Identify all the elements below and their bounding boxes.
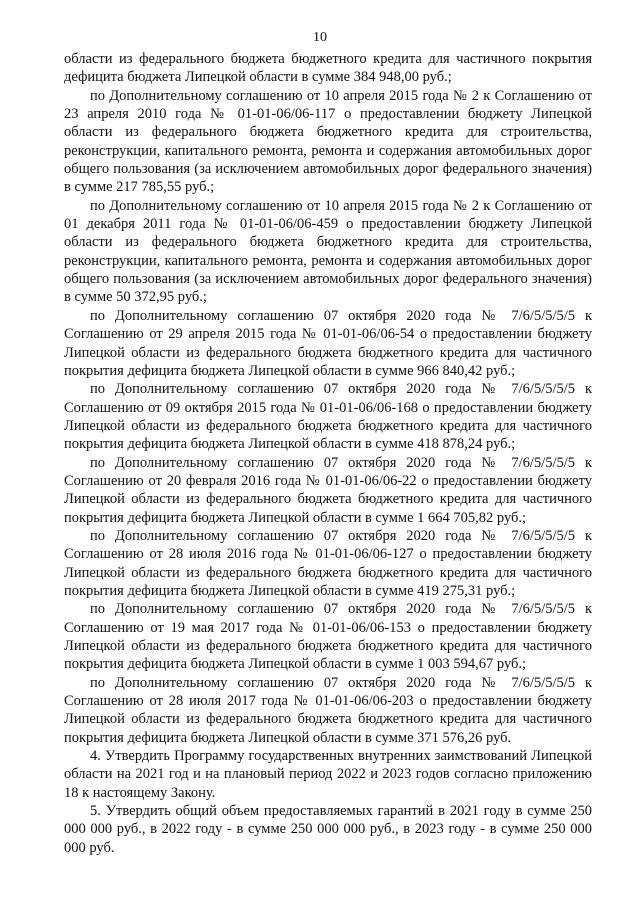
paragraph-continuation: области из федерального бюджета бюджетного кредита для частичного покрытия дефицита бюджета Липецкой области в сумме 384 948,00 руб.; [64, 51, 592, 86]
paragraph-agreement-2015-168: по Дополнительному соглашению 07 октября 2020 года № 7/6/5/5/5/5 к Соглашению от 09 октября 2015 года № 01-01-06/06-168 о предоставлении бюджету Липецкой области из федерального бюджета бюджетного кредита для частичного покрытия дефицита бюджета Липецкой области в сумме 418 878,24 руб.; [64, 381, 592, 453]
paragraph-agreement-2015-54: по Дополнительному соглашению 07 октября 2020 года № 7/6/5/5/5/5 к Соглашению от 29 апреля 2015 года № 01-01-06/06-54 о предоставлении бюджету Липецкой области из федерального бюджета бюджетного кредита для частичного покрытия дефицита бюджета Липецкой области в сумме 966 840,42 руб.; [64, 307, 592, 379]
document-body [64, 50, 592, 857]
paragraph-item-4: 4. Утвердить Программу государственных внутренних заимствований Липецкой области на 2021 год и на плановый период 2022 и 2023 годов согласно приложению 18 к настоящему Закону. [64, 748, 592, 801]
page-number: 10 [313, 30, 327, 45]
paragraph-agreement-2016-127: по Дополнительному соглашению 07 октября 2020 года № 7/6/5/5/5/5 к Соглашению от 28 июля 2016 года № 01-01-06/06-127 о предоставлении бюджету Липецкой области из федерального бюджета бюджетного кредита для частичного покрытия дефицита бюджета Липецкой области в сумме 419 275,31 руб.; [64, 527, 592, 599]
paragraph-agreement-2010-117: по Дополнительному соглашению от 10 апреля 2015 года № 2 к Соглашению от 23 апреля 2010 года № 01-01-06/06-117 о предоставлении бюджету Липецкой области из федерального бюджета бюджетного кредита для строительства, реконструкции, капитального ремонта, ремонта и содержания автомобильных дорог общего пользования (за исключением автомобильных дорог федерального значения) в сумме 217 785,55 руб.; [64, 87, 592, 196]
paragraph-agreement-2011-459: по Дополнительному соглашению от 10 апреля 2015 года № 2 к Соглашению от 01 декабря 2011 года № 01-01-06/06-459 о предоставлении бюджету Липецкой области из федерального бюджета бюджетного кредита для строительства, реконструкции, капитального ремонта, ремонта и содержания автомобильных дорог общего пользования (за исключением автомобильных дорог федерального значения) в сумме 50 372,95 руб.; [64, 197, 592, 306]
paragraph-agreement-2016-22: по Дополнительному соглашению 07 октября 2020 года № 7/6/5/5/5/5 к Соглашению от 20 февраля 2016 года № 01-01-06/06-22 о предоставлении бюджету Липецкой области из федерального бюджета бюджетного кредита для частичного покрытия дефицита бюджета Липецкой области в сумме 1 664 705,82 руб.; [64, 454, 592, 526]
paragraph-agreement-2017-153: по Дополнительному соглашению 07 октября 2020 года № 7/6/5/5/5/5 к Соглашению от 19 мая 2017 года № 01-01-06/06-153 о предоставлении бюджету Липецкой области из федерального бюджета бюджетного кредита для частичного покрытия дефицита бюджета Липецкой области в сумме 1 003 594,67 руб.; [64, 601, 592, 673]
paragraph-item-5: 5. Утвердить общий объем предоставляемых гарантий в 2021 году в сумме 250 000 000 руб., в 2022 году - в сумме 250 000 000 руб., в 2023 году - в сумме 250 000 000 руб. [64, 803, 592, 856]
paragraph-agreement-2017-203: по Дополнительному соглашению 07 октября 2020 года № 7/6/5/5/5/5 к Соглашению от 28 июля 2017 года № 01-01-06/06-203 о предоставлении бюджету Липецкой области из федерального бюджета бюджетного кредита для частичного покрытия дефицита бюджета Липецкой области в сумме 371 576,26 руб. [64, 674, 592, 746]
